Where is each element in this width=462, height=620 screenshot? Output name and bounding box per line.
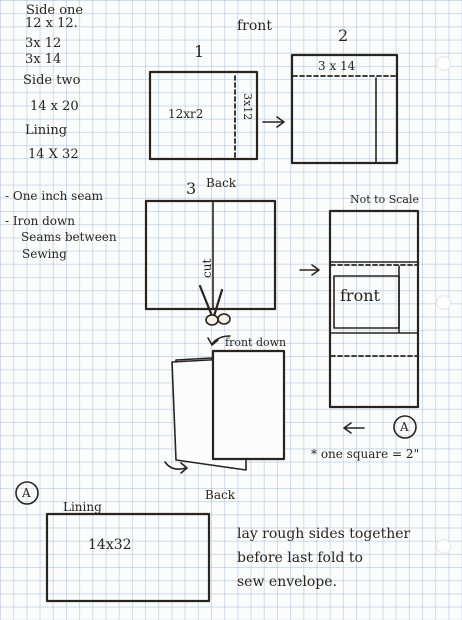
front-down-label: front down [225,336,287,349]
folded-front-panel [213,351,284,459]
assembled-panel [330,211,418,407]
step2-strip-label: 3 x 14 [318,59,356,73]
step1-main-label: 12xr2 [168,107,204,121]
side-one-size-1: 12 x 12. [25,16,78,31]
note-seam: - One inch seam [5,189,103,203]
scissors-icon [200,286,230,325]
side-two-size: 14 x 20 [30,99,79,114]
lining-instruction-3: sew envelope. [237,574,338,590]
scale-legend: * one square = 2" [311,447,420,461]
circle-a-right-letter: A [400,420,409,434]
lining-instruction-2: before last fold to [237,550,363,566]
folded-back-label: Back [205,488,235,502]
step3-number: 3 [186,179,197,198]
lining-title: Lining [63,500,102,514]
front-header: front [237,18,272,34]
front-panel-label: front [340,286,380,305]
step2-number: 2 [338,26,349,45]
step3-panel [146,201,275,309]
not-to-scale-label: Not to Scale [350,193,419,206]
lining-note-size: 14 X 32 [28,147,79,162]
side-one-label: Side one [26,3,84,18]
step3-back-label: Back [206,176,236,190]
step1-strip-label: 3x12 [241,93,254,121]
side-two-label: Side two [23,73,81,88]
note-seams-between: Seams between [21,230,117,244]
cut-label: cut [200,258,214,278]
side-one-size-3: 3x 14 [25,52,62,67]
step1-number: 1 [194,42,205,61]
lining-size-label: 14x32 [88,537,132,553]
side-one-size-2: 3x 12 [25,36,62,51]
circle-a-left-letter: A [22,486,31,500]
lining-panel [47,514,209,601]
note-sewing: Sewing [22,247,67,261]
lining-note-label: Lining [25,123,68,138]
lining-instruction-1: lay rough sides together [237,526,411,542]
note-iron: - Iron down [5,214,76,228]
